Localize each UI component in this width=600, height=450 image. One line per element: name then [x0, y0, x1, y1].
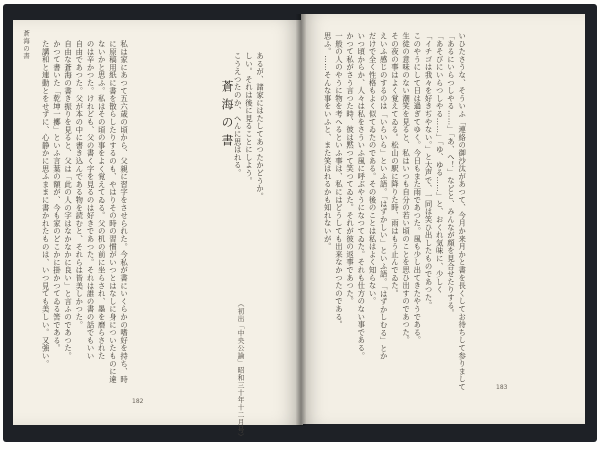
text-column: 自由であつた。父が本の中に書き込んである物を読むと、それらは皆美しかつた。 — [74, 40, 84, 329]
text-column: に原稿用紙に書を散らしたりするのも、やはりその時の習慣がいつとはなしに身についたものに違 — [108, 40, 118, 384]
text-column: 私は家にあつて五六歳の頃から、父親に習字をさせられた。今私が書にいくらかの嗜好を持ち、時 — [119, 40, 129, 384]
right-page-body — [322, 32, 468, 391]
text-column: た講和と連動とをせずに、心静かに思ふままに書かれたものは、いつ見ても美しい。又強い。 — [41, 40, 51, 368]
text-column: 生徒の意味のない潮笑を見ると、私はいつも自分の若い頃のことを思ひ出すのであつた。 — [401, 32, 411, 344]
chapter-title: 蒼海の書 — [220, 80, 234, 152]
text-column: このやうにして日は過ぎてゆく。今日もまた雨であつた。風も少し出てきたやうである。 — [412, 32, 422, 344]
text-column: かつて書いた「乾坤一擲」といふ言葉の額が、今も家のどこかに掛かつてゐる筈である。 — [52, 40, 62, 352]
book-gutter — [296, 14, 306, 426]
text-column: だけで全く性格もよく似てゐたのである。その後のことは私はよく知らない。 — [368, 32, 378, 305]
text-column: 「あそびにいらつしやる……」「ゆ、ゆる……」と、おくれ気味に、少しく — [435, 32, 445, 294]
text-column: 「イチゴは我々を好きぢやない。」と大声で、一同は笑ひ出したものであつた。 — [424, 32, 434, 310]
text-column: 自由な蒼海の書き振りを見ると、父は「此の人の字はなかなかに良い」と言ふのであつた。 — [63, 40, 73, 360]
text-column: いつ頃からか、人々は私をさういふ風に呼ぶやうになつてゐた。それも仕方のない事である。 — [356, 32, 366, 360]
page-number-left: 182 — [132, 398, 144, 405]
text-column: こうえつたのか、へんに思はれる。 — [233, 52, 243, 177]
text-column: 「あるにいらつしやる……」「あ、へ！」などと、みんなが顔を見合せたりする。 — [446, 32, 456, 317]
text-column: しい。それは後に見ることにしよう。 — [244, 52, 254, 185]
text-column: いひたさうな、そういふ「連絡の御沙汰があつて、今月か来月かと書を長くしてお待ちして参りまして — [457, 32, 467, 391]
text-column: その夜の事はよく覚えてゐる。松山の駅に降りた時、雨はもう止んでゐた。 — [390, 32, 400, 298]
text-column: えいふ感じのするのは「いらいら」といふ語。「はずかしい」といふ語。「はずかしむる」とか — [379, 32, 389, 360]
text-column: 思ふ。……そんな事をいふと、また笑はれるかも知れないが。 — [323, 32, 333, 251]
text-column: のは辛かつた。けれども、父の書く字を見るのは好きであつた。それは誰の書の話でもいい — [86, 40, 96, 360]
text-column: ないかと思ふ。私はその頃の事をよく覚えてゐる。父の机の前に坐らされ、墨を磨らされた — [97, 40, 107, 360]
running-head: 蒼海の書 — [22, 30, 30, 60]
page-number-right: 183 — [496, 384, 508, 391]
left-page-body — [40, 40, 130, 384]
text-column: かつて私がさう言つた時、彼は黙つて笑つてゐた。それが彼の返事であつた。 — [345, 32, 355, 305]
text-column: あるが、諸家にはたしてあつたかどうか。 — [255, 52, 265, 201]
text-column: 一般の人のやうに物を考へるといふ事は、私にはどうしても出来なかつたのである。 — [334, 32, 344, 329]
publication-note: （初出「中央公論」昭和三十年十二月号） — [236, 300, 244, 441]
previous-essay-tail — [232, 52, 266, 201]
